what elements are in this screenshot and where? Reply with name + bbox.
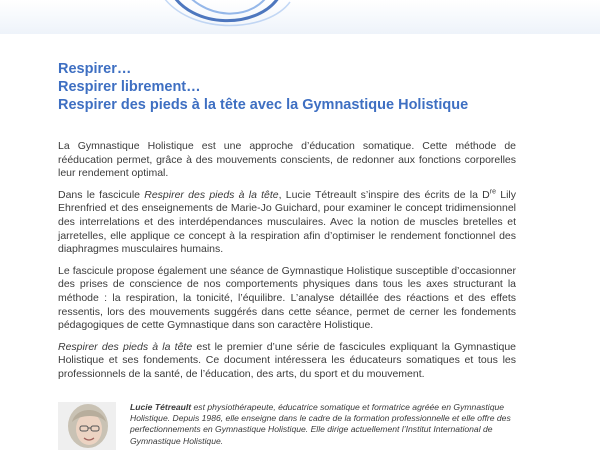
heading-line-1: Respirer… xyxy=(58,61,132,77)
paragraph-fascicule-text-c: Lily Ehrenfried et des enseignements de Marie-Jo Guichard, pour examiner le concept tridimensionnel des interrelations et des interdépendances musculaires. Avec la notion de muscles bretelles et jarretelles, elle applique ce concept à la respiration afin d’optimiser le rendement fonctionnel des diaphragmes musculaires humains. xyxy=(58,188,516,256)
author-portrait-icon xyxy=(58,402,116,450)
paragraph-fascicule xyxy=(58,189,516,257)
top-banner xyxy=(0,0,600,34)
paragraph-serie-text: est le premier d’une série de fascicules expliquant la Gymnastique Holistique et ses fondements. Ce document intéressera les éducateurs somatiques et tous les professionnels de la santé, de l’éducation, des arts, du sport et du mouvement. xyxy=(58,340,516,380)
paragraph-fascicule-text-a: Dans le fascicule xyxy=(58,188,145,201)
book-title: Respirer des pieds à la tête xyxy=(58,340,193,353)
author-bio xyxy=(130,402,530,447)
body-text xyxy=(58,140,516,390)
superscript-re: re xyxy=(489,188,496,196)
paragraph-seance: Le fascicule propose également une séance de Gymnastique Holistique susceptible d’occasionner des prises de conscience de nos comportements physiques dans tous les axes structurant la méthode : la respiration, la tonicité, l’équilibre. L’analyse détaillée des réactions et des effets ressentis, lors des mouvements suggérés dans cette séance, permet de cerner les fondements pédagogiques de cette Gymnastique dans son caractère Holistique. xyxy=(58,264,516,332)
author-photo xyxy=(58,402,116,450)
title-block xyxy=(58,60,558,114)
author-block xyxy=(58,402,528,450)
author-bio-text: est physiothérapeute, éducatrice somatique et formatrice agréée en Gymnastique Holistique. Depuis 1986, elle enseigne dans le cadre de la formation professionnelle et elle offre des perfectionnements en Gymnastique Holistique. Elle dirige actuellement l’Institut International de Gymnastique Holistique. xyxy=(130,402,511,446)
paragraph-serie xyxy=(58,341,516,382)
paragraph-fascicule-text-b: , Lucie Tétreault s’inspire des écrits de la D xyxy=(278,188,490,201)
heading-line-2: Respirer librement… xyxy=(58,79,201,95)
book-title: Respirer des pieds à la tête xyxy=(144,188,279,201)
swirl-logo-icon xyxy=(160,0,300,34)
paragraph-intro: La Gymnastique Holistique est une approche d’éducation somatique. Cette méthode de rééducation permet, grâce à des mouvements conscients, de redonner aux fonctions corporelles leur rendement optimal. xyxy=(58,140,516,180)
heading-line-3: Respirer des pieds à la tête avec la Gymnastique Holistique xyxy=(58,97,469,113)
author-name: Lucie Tétreault xyxy=(130,402,192,412)
